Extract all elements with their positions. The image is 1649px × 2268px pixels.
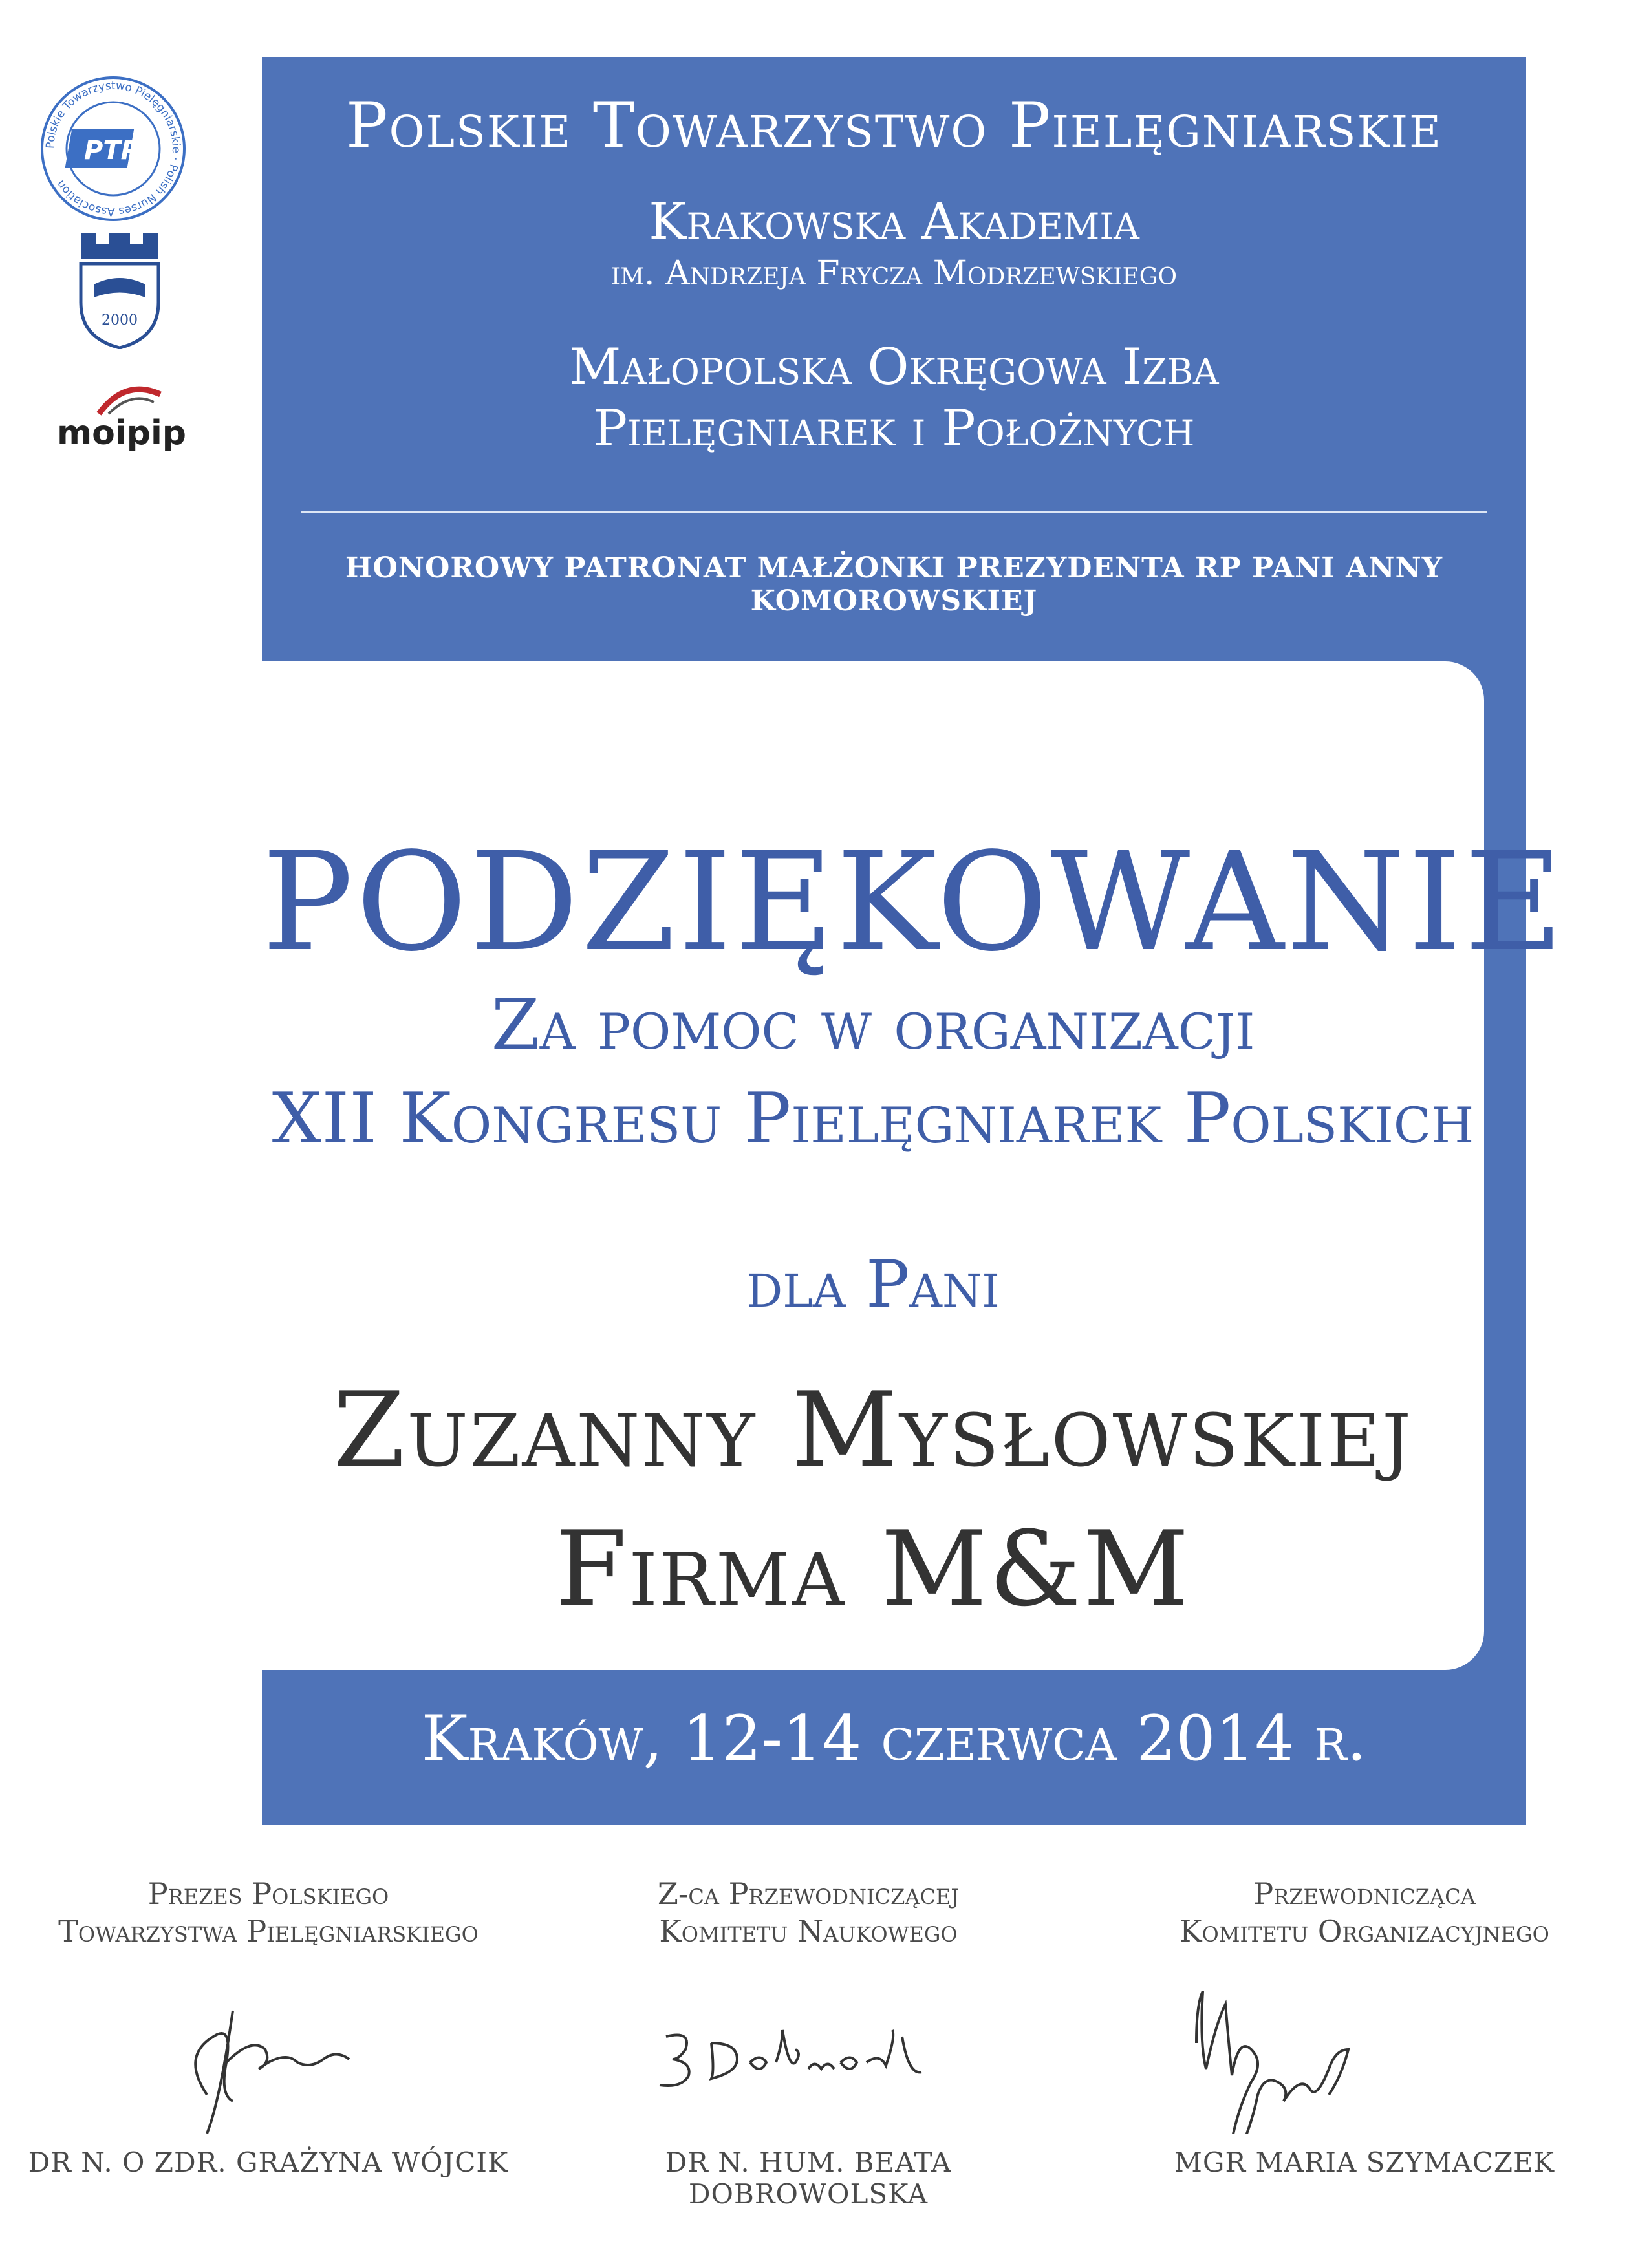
signature-role-line1: Z-ca Przewodniczącej [657, 1876, 960, 1911]
signature-role-line2: Komitetu Naukowego [659, 1914, 958, 1949]
signature-role-line2: Towarzystwa Pielęgniarskiego [58, 1914, 479, 1949]
ka-year: 2000 [102, 312, 138, 328]
signature-block-president [13, 1875, 524, 2178]
signature-role-line1: Przewodnicząca [1253, 1876, 1476, 1911]
reason-line2: XII Kongresu Pielęgniarek Polskich [272, 1078, 1474, 1159]
signatory-name: DR N. HUM. BEATA DOBROWOLSKA [665, 2146, 952, 2210]
reason-line1: Za pomoc w organizacji [491, 985, 1255, 1065]
signatory-name: MGR MARIA SZYMACZEK [1174, 2146, 1555, 2178]
ptp-ring-text: Polskie Towarzystwo Pielęgniarskie · Polish Nurses Association [43, 79, 183, 219]
header-divider [301, 511, 1487, 513]
ka-title: Krakowska Akademia [649, 193, 1139, 251]
signature-block-organizing [1093, 1875, 1636, 2178]
signatory-name: DR N. O ZDR. GRAŻYNA WÓJCIK [28, 2146, 509, 2178]
content-panel [262, 661, 1566, 1670]
moipip-logo [44, 378, 199, 462]
certificate-frame [262, 57, 1566, 1825]
handwritten-signature [1093, 1965, 1636, 2134]
event-date: Kraków, 12-14 czerwca 2014 r. [421, 1702, 1367, 1775]
handwritten-signature [13, 1965, 524, 2134]
ptp-title: Polskie Towarzystwo Pielęgniarskie [346, 89, 1442, 162]
recipient-name: Zuzanny Mysłowskiej [333, 1369, 1413, 1490]
ptp-logo [36, 71, 191, 226]
signature-role-line1: Prezes Polskiego [147, 1876, 389, 1911]
signature-block-scientific [550, 1875, 1067, 2210]
moipip-title-line1: Małopolska Okręgowa Izba [569, 338, 1219, 396]
recipient-company: Firma M&M [555, 1508, 1191, 1629]
for-label: dla Pani [746, 1246, 1000, 1322]
moipip-title-line2: Pielęgniarek i Położnych [593, 400, 1195, 458]
moipip-wordmark: moipip [56, 414, 186, 453]
certificate-title: PODZIĘKOWANIE [262, 823, 1566, 981]
honorary-patronage: HONOROWY PATRONAT MAŁŻONKI PREZYDENTA RP PANI ANNY KOMOROWSKIEJ [345, 551, 1443, 617]
ka-crest-logo [74, 233, 165, 349]
ptp-monogram: PTP [84, 136, 140, 166]
ka-subtitle: im. Andrzeja Frycza Modrzewskiego [610, 254, 1178, 293]
handwritten-signature [550, 1965, 1067, 2134]
signature-role-line2: Komitetu Organizacyjnego [1180, 1914, 1549, 1949]
